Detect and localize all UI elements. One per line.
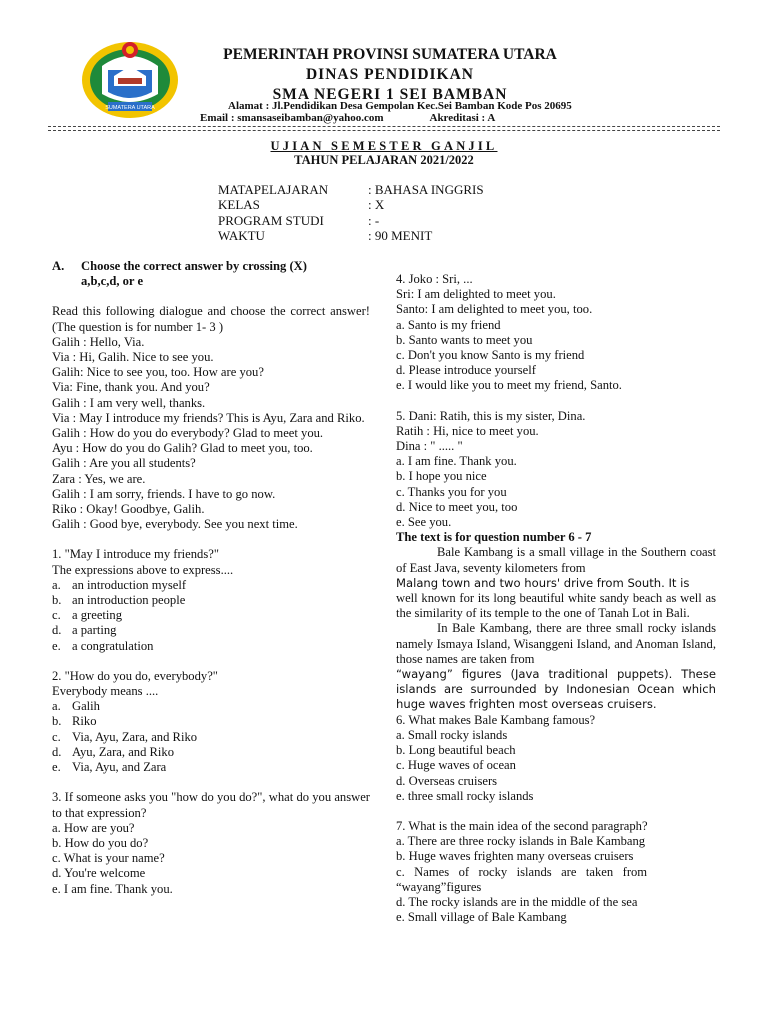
header-contact — [200, 112, 495, 124]
svg-text:SUMATERA UTARA: SUMATERA UTARA — [105, 105, 155, 111]
dialogue-line: Galih : Good bye, everybody. See you next time. — [52, 517, 298, 532]
dialogue-line: Zara : Yes, we are. — [52, 471, 146, 486]
dialogue-line: Via : Hi, Galih. Nice to see you. — [52, 350, 214, 365]
answer-option[interactable]: a. There are three rocky islands in Bale Kambang — [396, 834, 646, 849]
answer-option[interactable]: b. How do you do? — [52, 835, 149, 850]
dialogue-line: Galih : How do you do everybody? Glad to meet you. — [52, 426, 324, 441]
question-1: 1. "May I introduce my friends?" The expressions above to express.... a. an introduction myself b. an introduction people c. a greeting d. a parting e. a congratulation — [52, 547, 370, 653]
answer-option[interactable]: d. Nice to meet you, too — [396, 499, 518, 514]
info-row-class: KELAS : X — [218, 197, 385, 213]
passage-paragraph-2a: In Bale Kambang, there are three small rocky islands namely Ismaya Island, Wisanggeni Island, and Anoman Island, those names are taken from — [396, 621, 716, 666]
answer-option[interactable]: e. a congratulation — [52, 638, 154, 653]
passage-paragraph-1b: Malang town and two hours' drive from South. It is — [396, 575, 690, 590]
header-address: Alamat : Jl.Pendidikan Desa Gempolan Kec.Sei Bamban Kode Pos 20695 — [228, 100, 572, 112]
province-logo — [78, 36, 182, 120]
passage-paragraph-1a: Bale Kambang is a small village in the Southern coast of East Java, seventy kilometers from — [396, 545, 716, 575]
section-a-instruction: A. Choose the correct answer by crossing (X) a,b,c,d, or e — [52, 259, 307, 289]
question-2: 2. "How do you do, everybody?" Everybody means .... a. Galih b. Riko c. Via, Ayu, Zara, and Riko d. Ayu, Zara, and Riko e. Via, Ayu, and Zara — [52, 669, 370, 775]
right-column — [396, 272, 716, 925]
answer-option[interactable]: e. I am fine. Thank you. — [52, 881, 173, 896]
dialogue — [52, 335, 370, 533]
passage-paragraph-1c: well known for its long beautiful white sandy beach as well as the similarity of its temple to the one of Tanah Lot in Bali. — [396, 591, 716, 621]
question-5: 5. Dani: Ratih, this is my sister, Dina. Ratih : Hi, nice to meet you. Dina : " ..... " a. I am fine. Thank you. b. I hope you nice c. Thanks you for you d. Nice to meet you, too e. See you. — [396, 409, 716, 531]
answer-option[interactable]: e. Via, Ayu, and Zara — [52, 760, 167, 775]
answer-option[interactable]: d. Please introduce yourself — [396, 363, 536, 378]
answer-option[interactable]: a. Galih — [52, 699, 100, 714]
answer-option[interactable]: e. See you. — [396, 515, 452, 530]
dialogue-line: Via: Fine, thank you. And you? — [52, 380, 210, 395]
dialogue-line: Galih : Are you all students? — [52, 456, 196, 471]
answer-option[interactable]: a. I am fine. Thank you. — [396, 454, 517, 469]
answer-option[interactable]: b. Long beautiful beach — [396, 743, 516, 758]
passage-paragraph-2b: “wayang” figures (Java traditional puppets). These islands are surrounded by Indonesian Ocean which huge waves frighten most overseas cruisers. — [396, 667, 716, 712]
answer-option[interactable]: d. Overseas cruisers — [396, 773, 498, 788]
dialogue-line: Galih : I am sorry, friends. I have to go now. — [52, 486, 276, 501]
exam-info — [218, 182, 484, 243]
answer-option[interactable]: c. Thanks you for you — [396, 484, 507, 499]
reading-passage — [396, 545, 716, 712]
answer-option[interactable]: b. an introduction people — [52, 593, 186, 608]
answer-option[interactable]: c. Huge waves of ocean — [396, 758, 516, 773]
question-3: 3. If someone asks you "how do you do?", what do you answer to that expression? a. How are you? b. How do you do? c. What is your name? d. You're welcome e. I am fine. Thank you. — [52, 790, 370, 896]
answer-option[interactable]: b. I hope you nice — [396, 469, 487, 484]
header-department: DINAS PENDIDIKAN — [305, 66, 474, 83]
answer-option[interactable]: c. Don't you know Santo is my friend — [396, 348, 585, 363]
answer-option[interactable]: a. How are you? — [52, 820, 135, 835]
question-6: 6. What makes Bale Kambang famous? a. Small rocky islands b. Long beautiful beach c. Huge waves of ocean d. Overseas cruisers e. three small rocky islands — [396, 713, 716, 804]
question-4: 4. Joko : Sri, ... Sri: I am delighted to meet you. Santo: I am delighted to meet you, too. a. Santo is my friend b. Santo wants to meet you c. Don't you know Santo is my friend d. Please introduce yourself e. I would like you to meet my friend, Santo. — [396, 272, 716, 394]
answer-option[interactable]: d. You're welcome — [52, 866, 146, 881]
answer-option-continued: “wayang”figures — [396, 879, 482, 894]
dialogue-line: Galih: Nice to see you, too. How are you? — [52, 365, 264, 380]
header-accreditation: Akreditasi : A — [429, 112, 496, 124]
answer-option[interactable]: c. a greeting — [52, 608, 122, 623]
question-7: 7. What is the main idea of the second paragraph? a. There are three rocky islands in Bale Kambang b. Huge waves frighten many overseas cruisers c. Names of rocky islands are taken from “wayang”figures d. The rocky islands are in the middle of the sea e. Small village of Bale Kambang — [396, 819, 716, 925]
dialogue-intro: Read this following dialogue and choose the correct answer! (The question is for number 1- 3 ) — [52, 304, 370, 334]
exam-year: TAHUN PELAJARAN 2021/2022 — [294, 153, 474, 167]
left-column — [52, 259, 370, 897]
dialogue-line: Galih : Hello, Via. — [52, 334, 145, 349]
answer-option[interactable]: c. Via, Ayu, Zara, and Riko — [52, 729, 198, 744]
header-divider — [48, 126, 720, 131]
dialogue-line: Ayu : How do you do Galih? Glad to meet you, too. — [52, 441, 313, 456]
dialogue-line: Galih : I am very well, thanks. — [52, 395, 206, 410]
exam-title: UJIAN SEMESTER GANJIL — [270, 139, 498, 153]
dialogue-line: Via : May I introduce my friends? This is Ayu, Zara and Riko. — [52, 410, 365, 425]
header-school: SMA NEGERI 1 SEI BAMBAN — [272, 86, 508, 103]
info-row-subject: MATAPELAJARAN : BAHASA INGGRIS — [218, 182, 484, 197]
info-row-program: PROGRAM STUDI : - — [218, 212, 380, 228]
answer-option[interactable]: c. What is your name? — [52, 851, 165, 866]
answer-option[interactable]: b. Santo wants to meet you — [396, 332, 533, 347]
answer-option[interactable]: c. Names of rocky islands are taken from — [396, 864, 648, 879]
answer-option[interactable]: d. Ayu, Zara, and Riko — [52, 744, 175, 759]
text-heading: The text is for question number 6 - 7 — [396, 530, 592, 545]
answer-option[interactable]: a. an introduction myself — [52, 577, 187, 592]
answer-option[interactable]: d. a parting — [52, 623, 117, 638]
dialogue-line: Riko : Okay! Goodbye, Galih. — [52, 502, 205, 517]
answer-option[interactable]: a. Santo is my friend — [396, 317, 501, 332]
answer-option[interactable]: e. three small rocky islands — [396, 788, 534, 803]
answer-option[interactable]: e. I would like you to meet my friend, Santo. — [396, 378, 622, 393]
answer-option[interactable]: b. Riko — [52, 714, 97, 729]
info-row-time: WAKTU : 90 MENIT — [218, 227, 433, 243]
answer-option[interactable]: b. Huge waves frighten many overseas cruisers — [396, 849, 634, 864]
answer-option[interactable]: d. The rocky islands are in the middle of the sea — [396, 894, 638, 909]
header-email: Email : smansaseibamban@yahoo.com — [200, 112, 384, 124]
header-government: PEMERINTAH PROVINSI SUMATERA UTARA — [223, 46, 557, 63]
answer-option[interactable]: e. Small village of Bale Kambang — [396, 910, 567, 925]
answer-option[interactable]: a. Small rocky islands — [396, 727, 508, 742]
